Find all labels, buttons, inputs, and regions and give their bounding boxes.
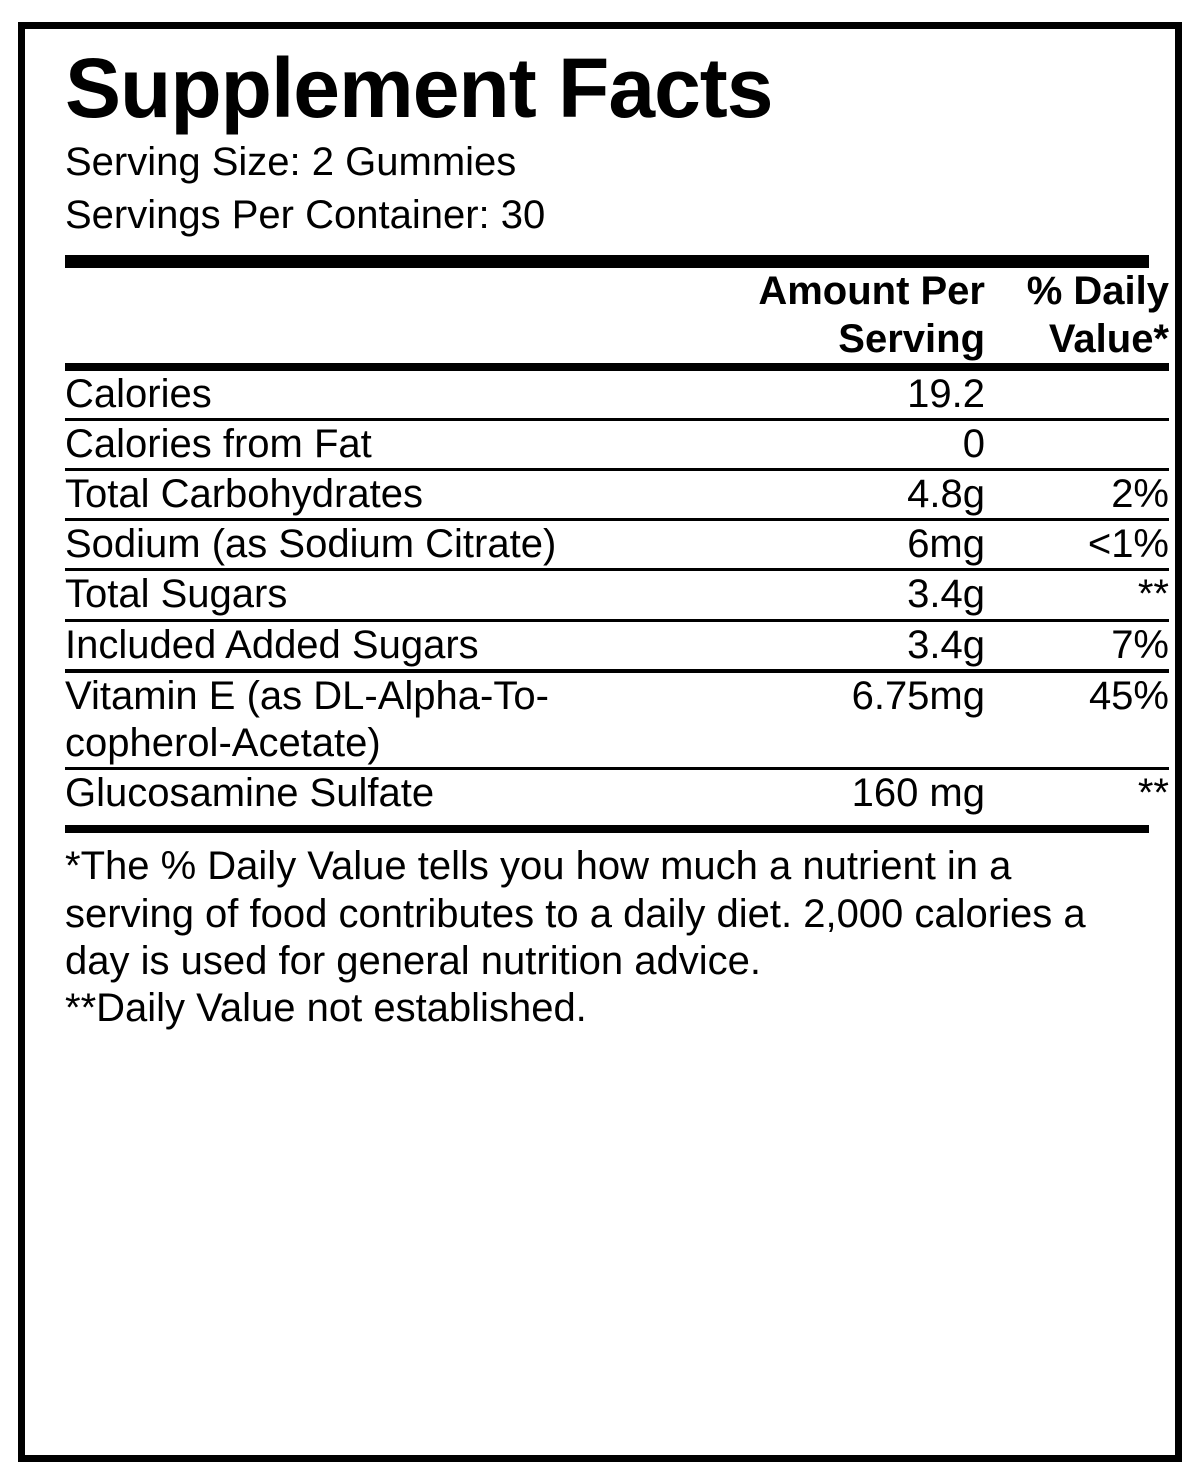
- divider-under-header: [65, 363, 1169, 371]
- supplement-facts-content: [65, 41, 1169, 1445]
- row-daily-value: **: [1137, 572, 1169, 617]
- row-name: Included Added Sugars: [65, 622, 479, 667]
- footnotes: [65, 843, 1149, 1032]
- row-amount: 4.8g: [907, 472, 985, 517]
- row-daily-value: **: [1137, 771, 1169, 816]
- divider-row: [65, 363, 1169, 371]
- header-dv-line1: % Daily: [1026, 269, 1169, 314]
- table-row: [65, 770, 1169, 817]
- header-blank: [65, 268, 685, 362]
- table-header-row: [65, 268, 1169, 362]
- table-row: [65, 521, 1169, 568]
- divider-thick-top: [65, 255, 1149, 268]
- row-daily-value: 7%: [1111, 622, 1169, 667]
- header-amount-per-serving: [685, 268, 985, 362]
- table-row: [65, 371, 1169, 418]
- row-name: Total Sugars: [65, 572, 288, 617]
- footnote-not-established: **Daily Value not established.: [65, 985, 587, 1030]
- serving-size-text: Serving Size: 2 Gummies: [65, 139, 517, 184]
- header-amount-line1: Amount Per: [758, 269, 985, 314]
- row-amount: 3.4g: [907, 622, 985, 667]
- row-name: Calories from Fat: [65, 421, 372, 466]
- footnote-daily-value: *The % Daily Value tells you how much a nutrient in a serving of food contributes to a daily diet. 2,000 calories a day is used for general nutrition advice.: [65, 844, 1086, 983]
- divider-above-footnotes: [65, 825, 1149, 833]
- table-row: [65, 622, 1169, 669]
- row-amount: 6.75mg: [851, 673, 985, 718]
- supplement-facts-panel: [18, 22, 1182, 1462]
- table-row: [65, 571, 1169, 618]
- servings-per-container-text: Servings Per Container: 30: [65, 192, 546, 237]
- row-name: Total Carbohydrates: [65, 472, 423, 517]
- row-amount: 3.4g: [907, 572, 985, 617]
- row-name: Glucosamine Sulfate: [65, 771, 435, 816]
- row-amount: 6mg: [907, 522, 985, 567]
- nutrition-table: [65, 268, 1169, 817]
- row-daily-value: <1%: [1087, 522, 1169, 567]
- page-title: Supplement Facts: [65, 41, 773, 135]
- row-name: Calories: [65, 371, 212, 416]
- header-amount-line2: Serving: [838, 316, 985, 361]
- row-name: Sodium (as Sodium Citrate): [65, 522, 557, 567]
- row-name: Vitamin E (as DL-Alpha-To-copherol-Acetate): [65, 673, 549, 765]
- row-amount: 160 mg: [851, 771, 985, 816]
- table-row: [65, 421, 1169, 468]
- row-daily-value: 45%: [1088, 673, 1169, 718]
- header-dv-line2: Value*: [1048, 316, 1169, 361]
- row-daily-value: [985, 421, 1169, 468]
- table-row: [65, 673, 1169, 767]
- header-daily-value: [985, 268, 1169, 362]
- row-daily-value: 2%: [1111, 472, 1169, 517]
- table-row: [65, 471, 1169, 518]
- row-amount: 0: [962, 421, 985, 466]
- row-daily-value: [985, 371, 1169, 418]
- row-amount: 19.2: [907, 371, 985, 416]
